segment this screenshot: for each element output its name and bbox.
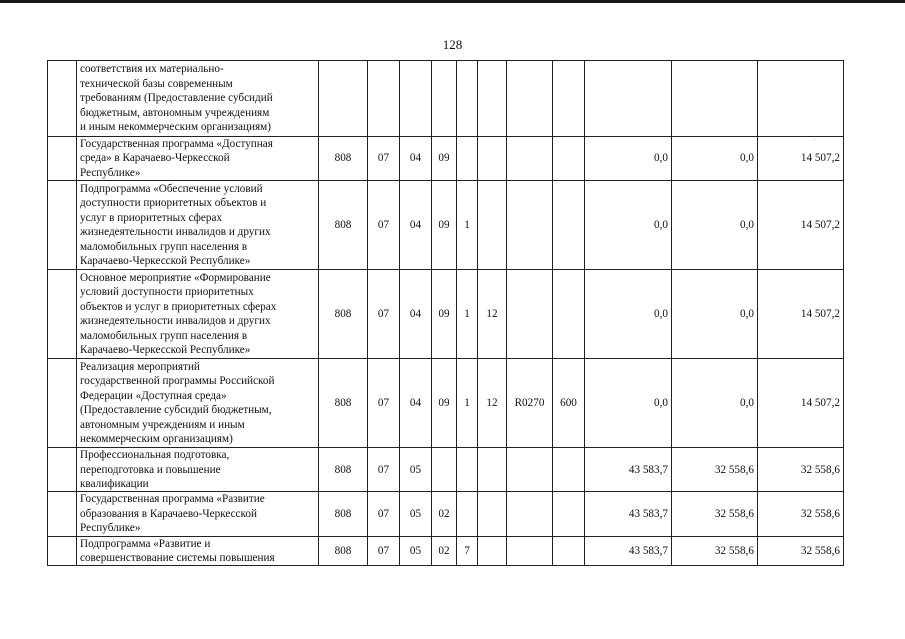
cell-vr — [553, 61, 585, 137]
cell-name: Основное мероприятие «Формирование условий доступности приоритетных объектов и услуг в приоритетных сферах жизнедеятельности инвалидов и других маломобильных групп населения в Карачаево-Черкесской Республике» — [77, 270, 319, 359]
cell-cs-main-event — [478, 448, 507, 492]
cell-cs-program: 09 — [432, 181, 457, 270]
cell-pr: 04 — [400, 137, 432, 181]
cell-vr — [553, 270, 585, 359]
cell-cs-direction — [507, 448, 553, 492]
cell-empty — [48, 137, 77, 181]
cell-sum-2: 32 558,6 — [672, 492, 758, 536]
cell-sum-1: 43 583,7 — [585, 448, 672, 492]
cell-rz: 07 — [368, 137, 400, 181]
cell-sum-3: 32 558,6 — [758, 448, 844, 492]
table-row — [48, 359, 844, 448]
cell-ved: 808 — [319, 492, 368, 536]
cell-cs-program — [432, 448, 457, 492]
cell-empty — [48, 181, 77, 270]
cell-cs-subprogram: 7 — [457, 536, 478, 566]
cell-name: Реализация мероприятий государственной программы Российской Федерации «Доступная среда» (Предоставление субсидий бюджетным, автономным учреждениям и иным некоммерческим организациям) — [77, 359, 319, 448]
cell-sum-3: 14 507,2 — [758, 359, 844, 448]
cell-rz: 07 — [368, 536, 400, 566]
cell-cs-main-event — [478, 61, 507, 137]
table-row — [48, 181, 844, 270]
cell-empty — [48, 492, 77, 536]
cell-pr: 04 — [400, 359, 432, 448]
cell-cs-program: 02 — [432, 492, 457, 536]
cell-vr — [553, 448, 585, 492]
table-row — [48, 492, 844, 536]
cell-cs-main-event — [478, 492, 507, 536]
cell-cs-direction — [507, 492, 553, 536]
cell-sum-2 — [672, 61, 758, 137]
cell-cs-program — [432, 61, 457, 137]
cell-empty — [48, 536, 77, 566]
cell-rz: 07 — [368, 359, 400, 448]
cell-pr: 04 — [400, 270, 432, 359]
table-row — [48, 536, 844, 566]
table-row — [48, 448, 844, 492]
cell-cs-direction — [507, 181, 553, 270]
cell-vr — [553, 137, 585, 181]
cell-cs-main-event — [478, 181, 507, 270]
cell-sum-3: 14 507,2 — [758, 181, 844, 270]
cell-cs-program: 09 — [432, 137, 457, 181]
cell-empty — [48, 359, 77, 448]
cell-cs-direction — [507, 536, 553, 566]
cell-rz — [368, 61, 400, 137]
cell-cs-direction — [507, 137, 553, 181]
cell-empty — [48, 270, 77, 359]
budget-table — [47, 60, 844, 566]
cell-sum-1: 0,0 — [585, 359, 672, 448]
table-row — [48, 270, 844, 359]
cell-sum-1: 0,0 — [585, 270, 672, 359]
table-row — [48, 137, 844, 181]
cell-cs-direction — [507, 270, 553, 359]
cell-cs-subprogram — [457, 448, 478, 492]
cell-sum-2: 0,0 — [672, 270, 758, 359]
cell-sum-2: 0,0 — [672, 359, 758, 448]
cell-cs-main-event: 12 — [478, 270, 507, 359]
cell-cs-main-event — [478, 536, 507, 566]
cell-sum-2: 32 558,6 — [672, 536, 758, 566]
cell-pr: 04 — [400, 181, 432, 270]
cell-name: Государственная программа «Развитие образования в Карачаево-Черкесской Республике» — [77, 492, 319, 536]
cell-ved: 808 — [319, 536, 368, 566]
cell-sum-3: 14 507,2 — [758, 270, 844, 359]
cell-cs-main-event — [478, 137, 507, 181]
cell-sum-2: 0,0 — [672, 137, 758, 181]
cell-vr — [553, 181, 585, 270]
cell-sum-2: 32 558,6 — [672, 448, 758, 492]
cell-pr: 05 — [400, 492, 432, 536]
cell-sum-1: 0,0 — [585, 181, 672, 270]
cell-rz: 07 — [368, 270, 400, 359]
cell-vr — [553, 536, 585, 566]
cell-sum-1 — [585, 61, 672, 137]
cell-name: Профессиональная подготовка, переподготовка и повышение квалификации — [77, 448, 319, 492]
cell-empty — [48, 448, 77, 492]
scan-top-edge — [0, 0, 905, 3]
cell-sum-3 — [758, 61, 844, 137]
cell-cs-direction: R0270 — [507, 359, 553, 448]
cell-sum-1: 43 583,7 — [585, 536, 672, 566]
cell-cs-subprogram — [457, 137, 478, 181]
cell-sum-3: 14 507,2 — [758, 137, 844, 181]
cell-ved: 808 — [319, 359, 368, 448]
cell-empty — [48, 61, 77, 137]
cell-name: соответствия их материально- технической базы современным требованиям (Предоставление субсидий бюджетным, автономным учреждениям и иным некоммерческим организациям) — [77, 61, 319, 137]
cell-name: Государственная программа «Доступная среда» в Карачаево-Черкесской Республике» — [77, 137, 319, 181]
cell-cs-subprogram — [457, 61, 478, 137]
cell-ved: 808 — [319, 448, 368, 492]
cell-sum-1: 0,0 — [585, 137, 672, 181]
cell-rz: 07 — [368, 181, 400, 270]
cell-cs-program: 09 — [432, 359, 457, 448]
cell-cs-subprogram: 1 — [457, 181, 478, 270]
cell-ved: 808 — [319, 137, 368, 181]
cell-cs-program: 02 — [432, 536, 457, 566]
table-row — [48, 61, 844, 137]
page-number: 128 — [442, 37, 463, 52]
cell-cs-program: 09 — [432, 270, 457, 359]
cell-pr: 05 — [400, 536, 432, 566]
cell-ved — [319, 61, 368, 137]
cell-name: Подпрограмма «Обеспечение условий доступности приоритетных объектов и услуг в приоритетных сферах жизнедеятельности инвалидов и других маломобильных групп населения в Карачаево-Черкесской Республике» — [77, 181, 319, 270]
cell-ved: 808 — [319, 181, 368, 270]
cell-cs-direction — [507, 61, 553, 137]
cell-pr — [400, 61, 432, 137]
cell-rz: 07 — [368, 492, 400, 536]
cell-vr — [553, 492, 585, 536]
cell-name: Подпрограмма «Развитие и совершенствование системы повышения — [77, 536, 319, 566]
cell-cs-subprogram: 1 — [457, 270, 478, 359]
cell-sum-2: 0,0 — [672, 181, 758, 270]
cell-cs-subprogram: 1 — [457, 359, 478, 448]
cell-ved: 808 — [319, 270, 368, 359]
cell-cs-subprogram — [457, 492, 478, 536]
cell-cs-main-event: 12 — [478, 359, 507, 448]
scan-mark: ˑ — [813, 136, 816, 145]
cell-sum-3: 32 558,6 — [758, 536, 844, 566]
cell-rz: 07 — [368, 448, 400, 492]
cell-vr: 600 — [553, 359, 585, 448]
cell-pr: 05 — [400, 448, 432, 492]
cell-sum-1: 43 583,7 — [585, 492, 672, 536]
cell-sum-3: 32 558,6 — [758, 492, 844, 536]
